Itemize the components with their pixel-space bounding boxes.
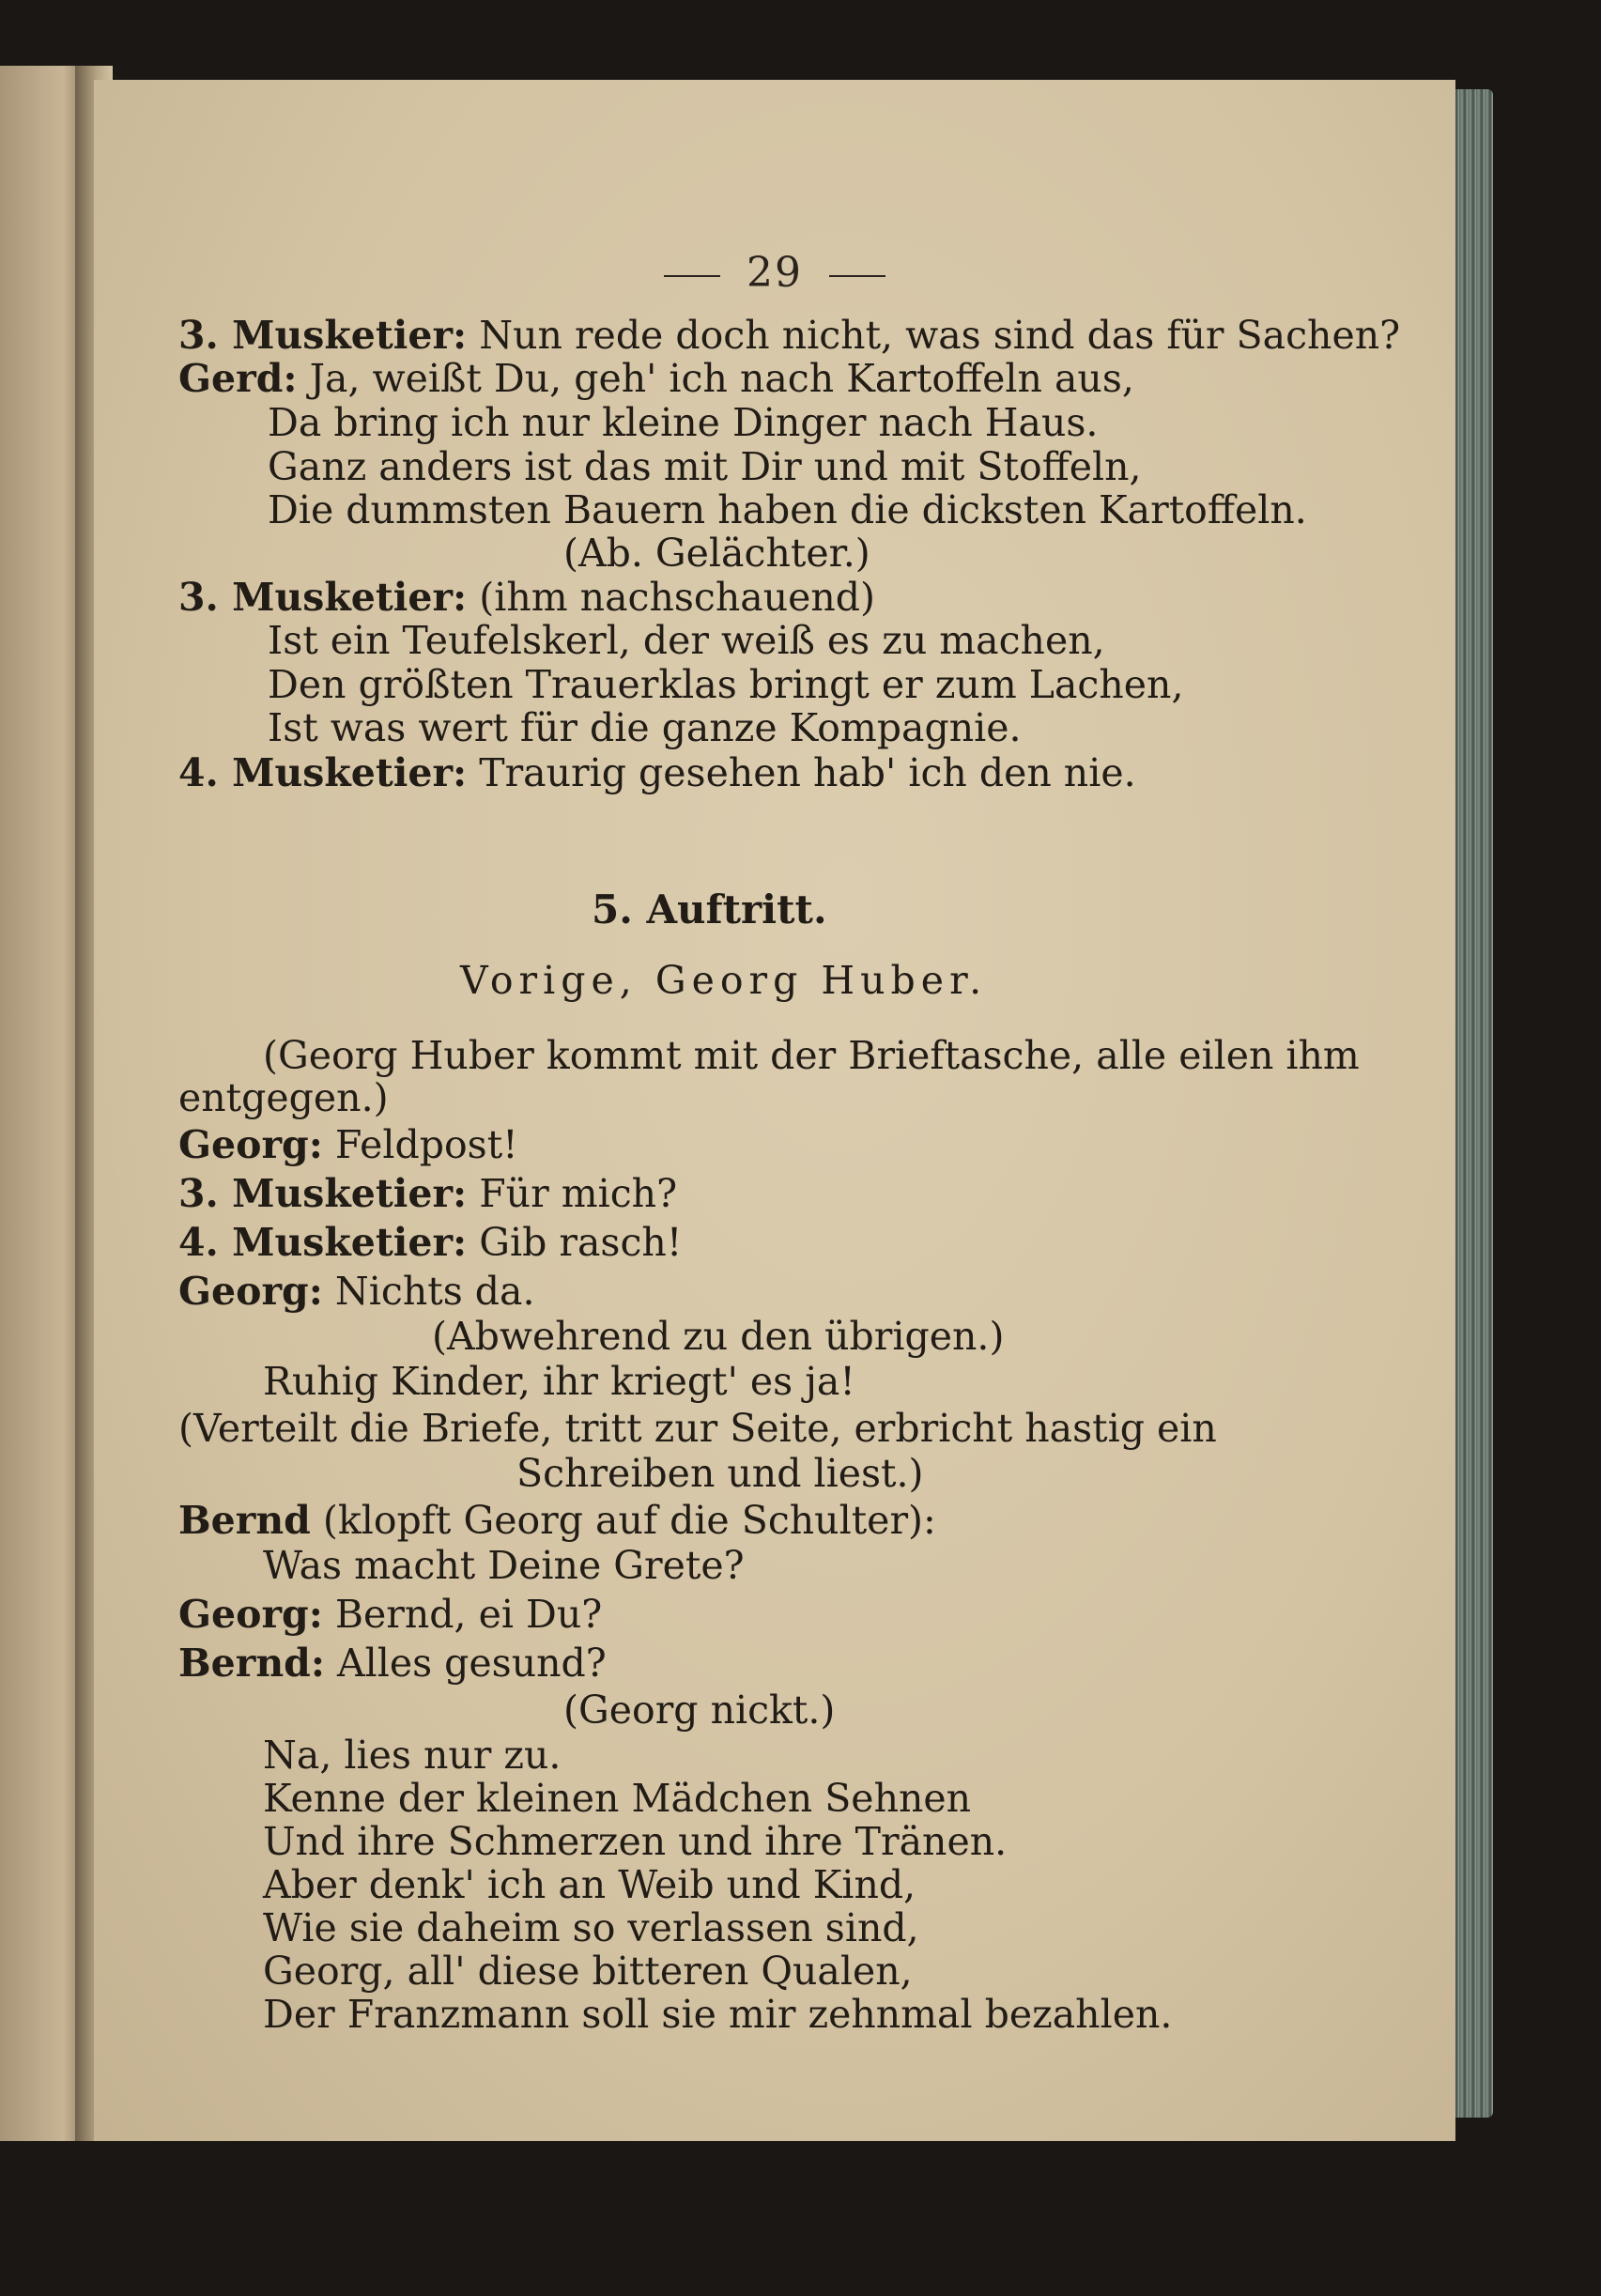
speaker-label: 4. Musketier: bbox=[178, 750, 468, 795]
line-text: (Ab. Gelächter.) bbox=[563, 531, 870, 576]
page-number-text: 29 bbox=[747, 249, 803, 297]
line-text: Ruhig Kinder, ihr kriegt' es ja! bbox=[263, 1359, 855, 1404]
speaker-label: Georg: bbox=[178, 1592, 323, 1637]
speaker-label: Bernd: bbox=[178, 1641, 325, 1686]
line-text: Ist was wert für die ganze Kompagnie. bbox=[268, 705, 1022, 750]
speaker-label: Gerd: bbox=[178, 356, 298, 401]
text-line bbox=[178, 1592, 602, 1637]
text-line bbox=[178, 313, 1400, 358]
page-stack-edge bbox=[1451, 89, 1493, 2118]
line-text: 5. Auftritt. bbox=[592, 886, 827, 932]
text-line bbox=[263, 1359, 855, 1404]
stage-direction bbox=[432, 1314, 1004, 1359]
text-line bbox=[263, 1949, 913, 1994]
line-text: Was macht Deine Grete? bbox=[263, 1543, 745, 1588]
line-text: Traurig gesehen hab' ich den nie. bbox=[479, 750, 1136, 795]
line-text: Na, lies nur zu. bbox=[263, 1733, 562, 1778]
line-text: Nun rede doch nicht, was sind das für Sachen? bbox=[479, 313, 1401, 358]
line-text: Ist ein Teufelskerl, der weiß es zu machen, bbox=[268, 618, 1105, 663]
line-text: (Verteilt die Briefe, tritt zur Seite, erbricht hastig ein bbox=[178, 1406, 1217, 1451]
text-line bbox=[178, 1498, 936, 1543]
line-text: Den größten Trauerklas bringt er zum Lachen, bbox=[268, 662, 1184, 707]
stage-direction bbox=[263, 1033, 1360, 1078]
text-line bbox=[178, 356, 1134, 401]
text-line bbox=[268, 705, 1022, 750]
line-text: Kenne der kleinen Mädchen Sehnen bbox=[263, 1776, 972, 1821]
line-text: (klopft Georg auf die Schulter): bbox=[322, 1498, 936, 1543]
text-line bbox=[178, 750, 1136, 795]
speaker-label: 3. Musketier: bbox=[178, 313, 468, 358]
line-text: Und ihre Schmerzen und ihre Tränen. bbox=[263, 1819, 1008, 1864]
line-text: entgegen.) bbox=[178, 1075, 389, 1120]
line-text: (Georg nickt.) bbox=[563, 1687, 836, 1733]
line-text: Für mich? bbox=[479, 1171, 678, 1216]
line-text: Alles gesund? bbox=[337, 1641, 607, 1686]
page-number bbox=[94, 249, 1455, 297]
text-line bbox=[178, 1171, 677, 1216]
text-line bbox=[178, 1220, 682, 1265]
line-text: Vorige, Georg Huber. bbox=[460, 958, 988, 1003]
line-text: Schreiben und liest.) bbox=[516, 1451, 924, 1496]
line-text: Georg, all' diese bitteren Qualen, bbox=[263, 1949, 913, 1994]
page-number-dash-right bbox=[829, 275, 885, 277]
text-line bbox=[178, 1641, 607, 1686]
stage-direction bbox=[178, 1406, 1217, 1451]
line-text: Feldpost! bbox=[334, 1122, 518, 1167]
line-text: Wie sie daheim so verlassen sind, bbox=[263, 1905, 919, 1950]
text-line bbox=[263, 1543, 745, 1588]
text-line bbox=[268, 400, 1098, 445]
text-line bbox=[263, 1862, 916, 1907]
speaker-label: Bernd bbox=[178, 1498, 311, 1543]
line-text: Ja, weißt Du, geh' ich nach Kartoffeln aus, bbox=[309, 356, 1134, 401]
line-text: (ihm nachschauend) bbox=[479, 575, 876, 620]
text-line bbox=[268, 444, 1142, 489]
speaker-label: Georg: bbox=[178, 1122, 323, 1167]
line-text: Aber denk' ich an Weib und Kind, bbox=[263, 1862, 916, 1907]
line-text: Die dummsten Bauern haben die dicksten Kartoffeln. bbox=[268, 487, 1307, 532]
speaker-label: 3. Musketier: bbox=[178, 575, 468, 620]
text-line bbox=[178, 575, 875, 620]
book-page bbox=[94, 80, 1455, 2141]
scene-heading bbox=[592, 887, 827, 932]
text-line bbox=[263, 1819, 1007, 1864]
line-text: Nichts da. bbox=[334, 1269, 535, 1314]
stage-direction bbox=[516, 1451, 924, 1496]
text-line bbox=[263, 1733, 561, 1778]
text-line bbox=[268, 662, 1183, 707]
text-line bbox=[178, 1122, 518, 1167]
line-text: (Abwehrend zu den übrigen.) bbox=[432, 1314, 1005, 1359]
line-text: Gib rasch! bbox=[479, 1220, 683, 1265]
speaker-label: Georg: bbox=[178, 1269, 323, 1314]
text-line bbox=[263, 1776, 971, 1821]
scene-characters bbox=[460, 958, 987, 1003]
line-text: (Georg Huber kommt mit der Brieftasche, alle eilen ihm bbox=[263, 1033, 1360, 1078]
page-number-dash-left bbox=[664, 275, 720, 277]
stage-direction bbox=[178, 1075, 389, 1120]
text-line bbox=[268, 618, 1105, 663]
text-line bbox=[268, 487, 1307, 532]
line-text: Ganz anders ist das mit Dir und mit Stoffeln, bbox=[268, 444, 1142, 489]
line-text: Da bring ich nur kleine Dinger nach Haus. bbox=[268, 400, 1099, 445]
speaker-label: 3. Musketier: bbox=[178, 1171, 468, 1216]
speaker-label: 4. Musketier: bbox=[178, 1220, 468, 1265]
line-text: Der Franzmann soll sie mir zehnmal bezahlen. bbox=[263, 1992, 1173, 2037]
text-line bbox=[263, 1905, 919, 1950]
stage-direction bbox=[563, 1687, 835, 1733]
line-text: Bernd, ei Du? bbox=[334, 1592, 603, 1637]
stage-direction bbox=[563, 531, 870, 576]
text-line bbox=[263, 1992, 1172, 2037]
text-line bbox=[178, 1269, 535, 1314]
